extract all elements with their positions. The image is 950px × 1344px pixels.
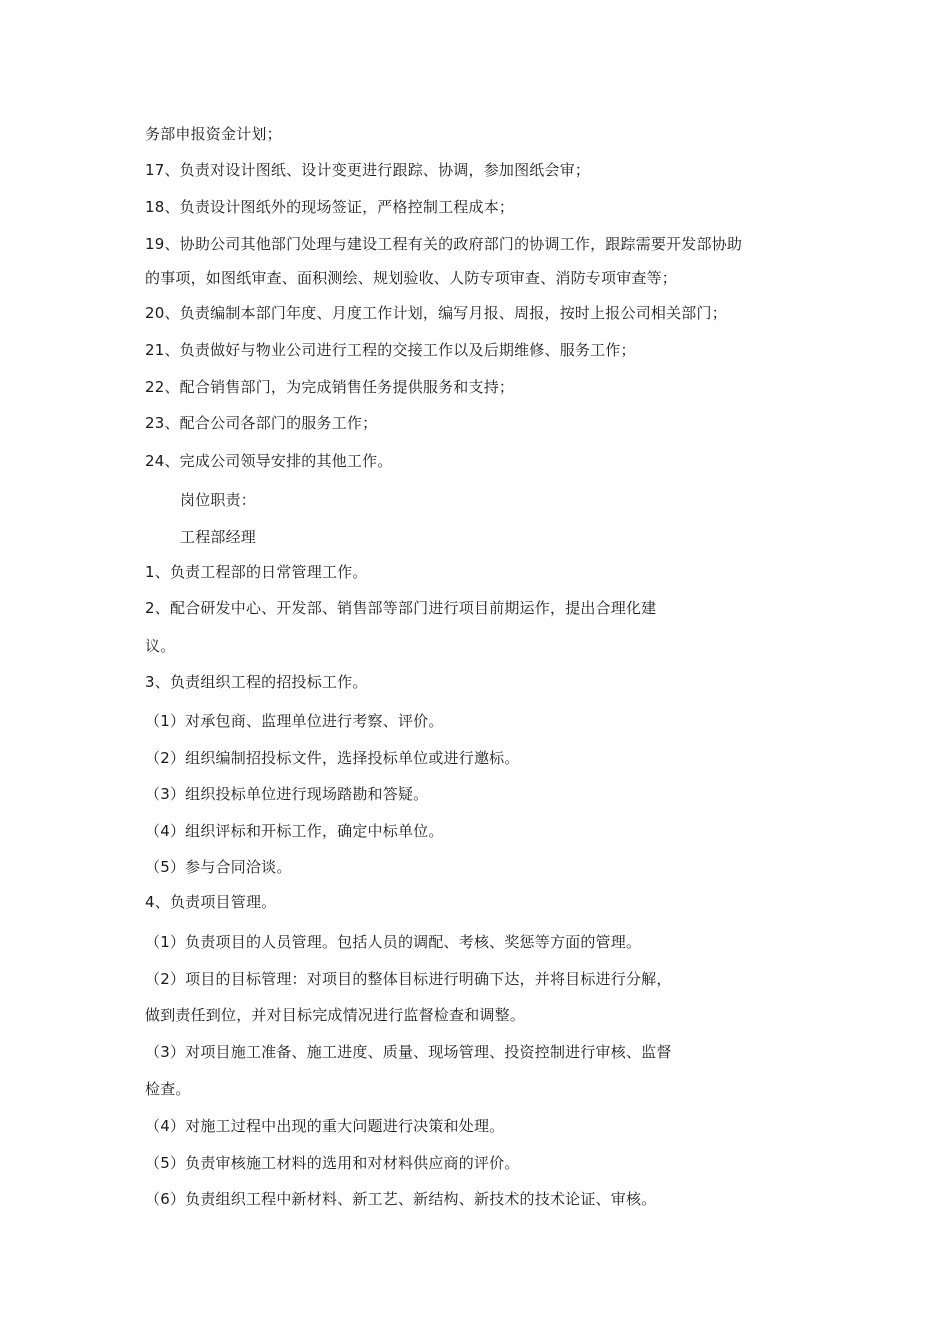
text-line: （5）参与合同洽谈。 [145,858,292,876]
text-line: 1、负责工程部的日常管理工作。 [145,563,368,581]
section-heading: 岗位职责： [180,491,257,509]
text-line: （3）组织投标单位进行现场踏勘和答疑。 [145,785,429,803]
text-line: 20、负责编制本部门年度、月度工作计划，编写月报、周报，按时上报公司相关部门； [145,304,727,322]
text-line: （4）组织评标和开标工作，确定中标单位。 [145,822,444,840]
text-line: （6）负责组织工程中新材料、新工艺、新结构、新技术的技术论证、审核。 [145,1190,657,1208]
text-line: 19、协助公司其他部门处理与建设工程有关的政府部门的协调工作，跟踪需要开发部协助 [145,235,743,253]
text-line: （1）对承包商、监理单位进行考察、评价。 [145,712,444,730]
text-line: （4）对施工过程中出现的重大问题进行决策和处理。 [145,1117,505,1135]
text-line: 17、负责对设计图纸、设计变更进行跟踪、协调，参加图纸会审； [145,161,591,179]
text-line: 4、负责项目管理。 [145,893,277,911]
text-line: 的事项，如图纸审查、面积测绘、规划验收、人防专项审查、消防专项审查等； [145,269,678,287]
text-line: 22、配合销售部门，为完成销售任务提供服务和支持； [145,378,515,396]
text-line: （2）组织编制招投标文件，选择投标单位或进行邀标。 [145,749,520,767]
text-line: （3）对项目施工准备、施工进度、质量、现场管理、投资控制进行审核、监督 [145,1043,672,1061]
text-line: 做到责任到位，并对目标完成情况进行监督检查和调整。 [145,1006,526,1024]
text-line: 检查。 [145,1080,191,1098]
text-line: 21、负责做好与物业公司进行工程的交接工作以及后期维修、服务工作； [145,341,636,359]
text-line: （2）项目的目标管理：对项目的整体目标进行明确下达，并将目标进行分解， [145,970,672,988]
text-line: 24、完成公司领导安排的其他工作。 [145,452,393,470]
text-line: （1）负责项目的人员管理。包括人员的调配、考核、奖惩等方面的管理。 [145,933,642,951]
text-line: （5）负责审核施工材料的选用和对材料供应商的评价。 [145,1154,520,1172]
text-line: 议。 [145,637,176,655]
text-line: 3、负责组织工程的招投标工作。 [145,673,368,691]
role-title: 工程部经理 [180,528,257,546]
text-line: 务部申报资金计划； [145,125,282,143]
text-line: 2、配合研发中心、开发部、销售部等部门进行项目前期运作，提出合理化建 [145,599,657,617]
text-line: 23、配合公司各部门的服务工作； [145,414,378,432]
text-line: 18、负责设计图纸外的现场签证，严格控制工程成本； [145,198,515,216]
